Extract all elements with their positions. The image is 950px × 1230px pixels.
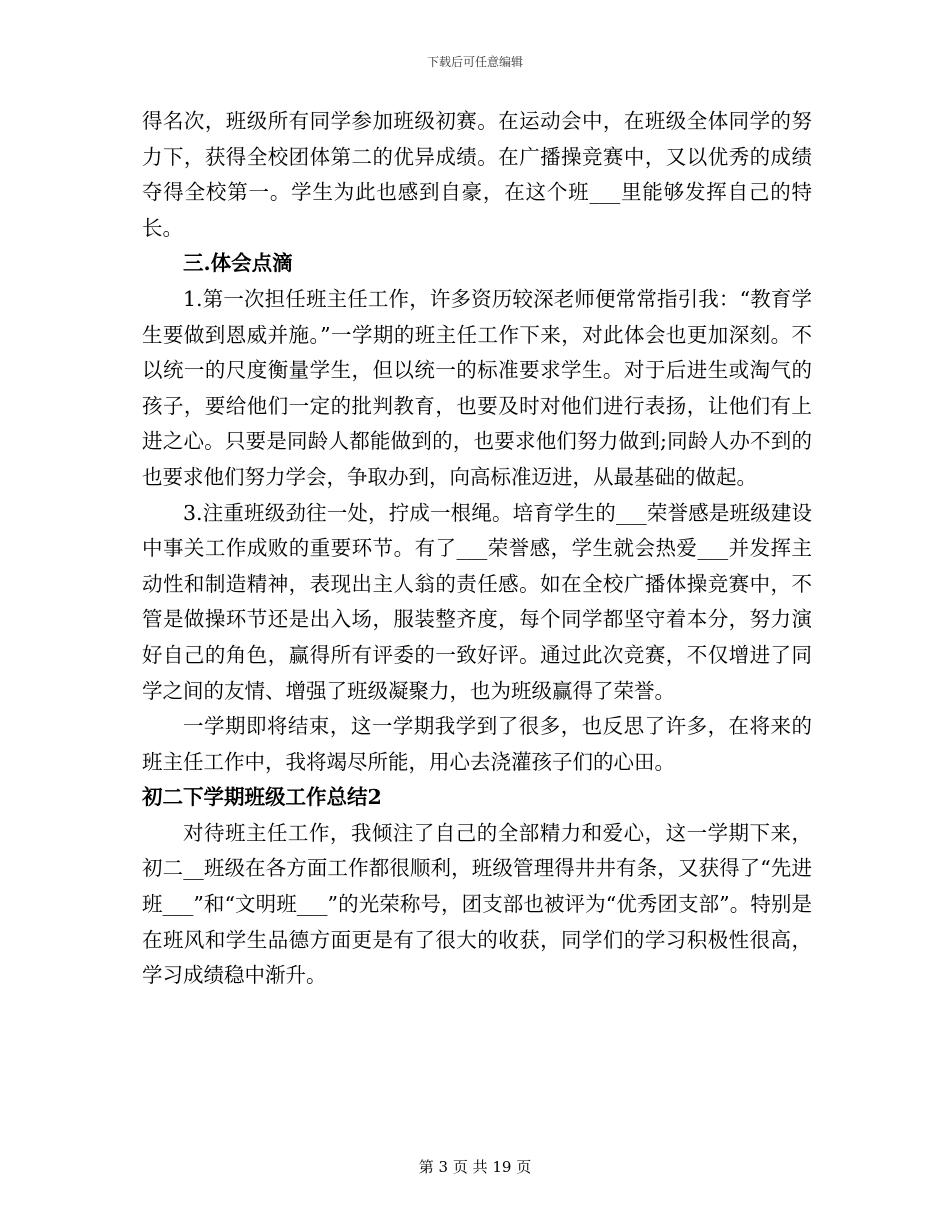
document-body	[142, 104, 812, 994]
section-title: 初二下学期班级工作总结2	[142, 785, 382, 810]
section-heading-3: 三.体会点滴	[183, 251, 293, 276]
page-footer: 第 3 页 共 19 页	[418, 1158, 532, 1176]
paragraph-point-3: 3.注重班级劲往一处，拧成一根绳。培育学生的___荣誉感是班级建设中事关工作成败的重要环节。有了___荣誉感，学生就会热爱___并发挥主动性和制造精神，表现出主人翁的责任感。如在全校广播体操竞赛中，不管是做操环节还是出入场，服装整齐度，每个同学都坚守着本分，努力演好自己的角色，赢得所有评委的一致好评。通过此次竞赛，不仅增进了同学之间的友情、增强了班级凝聚力，也为班级赢得了荣誉。	[142, 500, 812, 703]
paragraph-closing: 一学期即将结束，这一学期我学到了很多，也反思了许多，在将来的班主任工作中，我将竭尽所能，用心去浇灌孩子们的心田。	[142, 714, 812, 774]
paragraph-continuation: 得名次，班级所有同学参加班级初赛。在运动会中，在班级全体同学的努力下，获得全校团体第二的优异成绩。在广播操竞赛中，又以优秀的成绩夺得全校第一。学生为此也感到自豪，在这个班___里能够发挥自己的特长。	[142, 109, 812, 240]
page-header: 下载后可任意编辑	[426, 55, 523, 69]
paragraph-point-1: 1.第一次担任班主任工作，许多资历较深老师便常常指引我：“教育学生要做到恩威并施。”一学期的班主任工作下来，对此体会也更加深刻。不以统一的尺度衡量学生，但以统一的标准要求学生。对于后进生或淘气的孩子，要给他们一定的批判教育，也要及时对他们进行表扬，让他们有上进之心。只要是同龄人都能做到的，也要求他们努力做到;同龄人办不到的也要求他们努力学会，争取办到，向高标准迈进，从最基础的做起。	[142, 286, 812, 489]
paragraph-section-intro: 对待班主任工作，我倾注了自己的全部精力和爱心，这一学期下来，初二__班级在各方面工作都很顺利，班级管理得井井有条，又获得了“先进班___”和“文明班___”的光荣称号，团支部也被评为“优秀团支部”。特别是在班风和学生品德方面更是有了很大的收获，同学们的学习积极性很高，学习成绩稳中渐升。	[142, 820, 812, 988]
